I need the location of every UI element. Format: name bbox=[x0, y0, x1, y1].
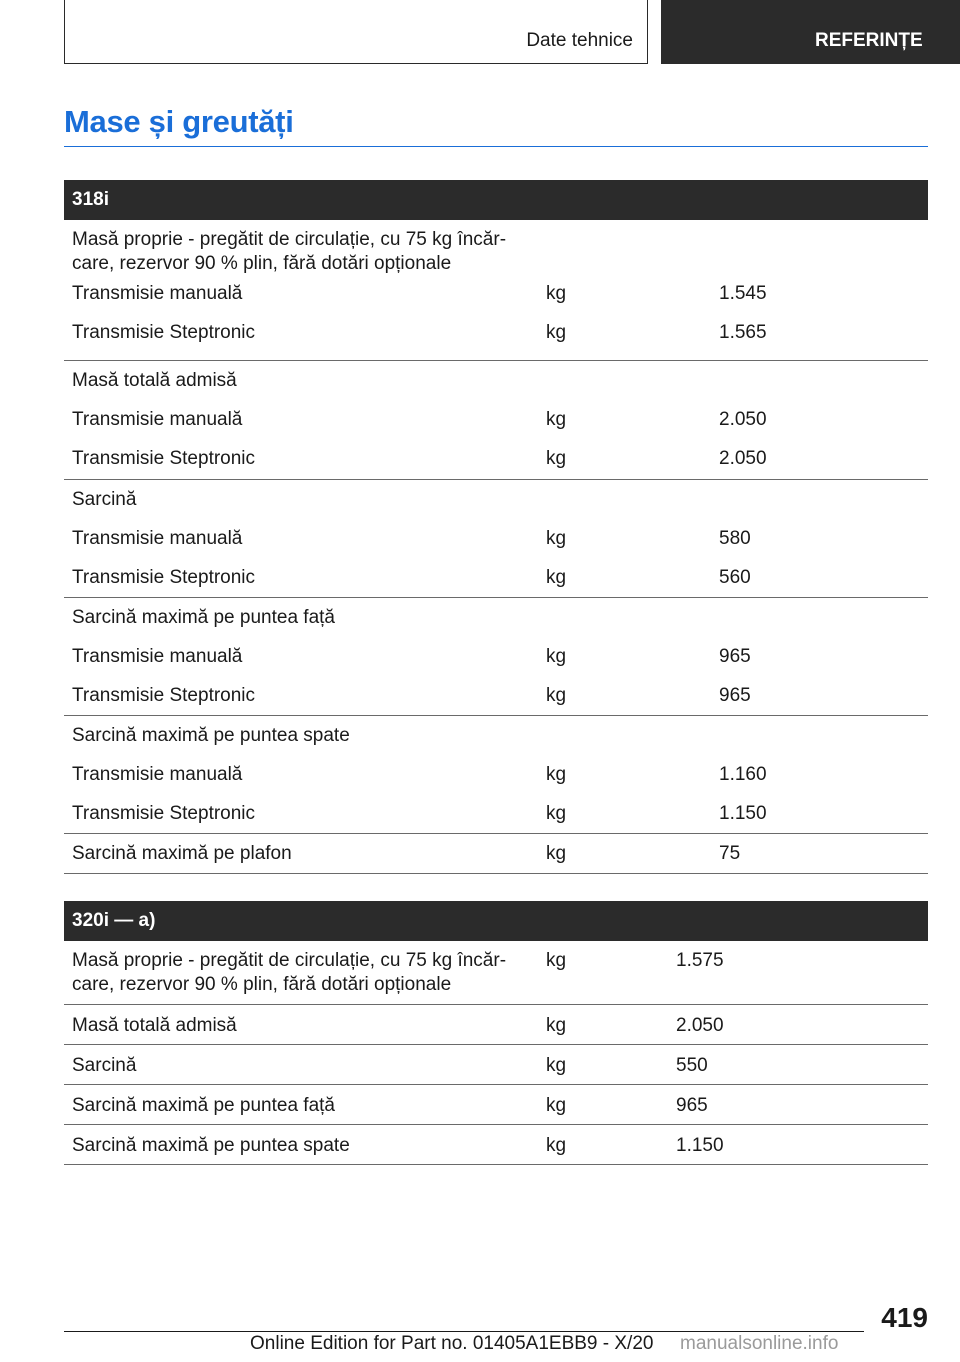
table-row bbox=[64, 834, 928, 874]
row-unit: kg bbox=[546, 843, 567, 864]
row-value: 1.150 bbox=[676, 1135, 724, 1156]
row-value: 1.575 bbox=[676, 950, 724, 971]
footer-edition: Online Edition for Part no. 01405A1EBB9 - X/20 bbox=[250, 1333, 654, 1354]
table-row bbox=[64, 1005, 928, 1045]
table-row bbox=[64, 400, 928, 439]
row-value: 1.160 bbox=[719, 764, 767, 785]
row-value: 560 bbox=[719, 567, 751, 588]
row-label: Masă totală admisă bbox=[72, 370, 237, 391]
row-label: Masă proprie - pregătit de circulație, cu 75 kg încăr- care, rezervor 90 % plin, fără dotări opționale bbox=[72, 229, 507, 274]
table-row bbox=[64, 941, 928, 1005]
table-row bbox=[64, 598, 928, 637]
title-divider bbox=[64, 146, 928, 147]
row-value: 2.050 bbox=[719, 409, 767, 430]
row-unit: kg bbox=[546, 950, 567, 971]
table-heading: 320i — a) bbox=[64, 901, 928, 941]
header-section-tab bbox=[64, 0, 648, 64]
row-unit: kg bbox=[546, 409, 567, 430]
row-label: Transmisie manuală bbox=[72, 283, 243, 304]
row-unit: kg bbox=[546, 567, 567, 588]
table-row bbox=[64, 755, 928, 794]
row-value: 1.150 bbox=[719, 803, 767, 824]
row-label: Sarcină bbox=[72, 489, 137, 510]
row-unit: kg bbox=[546, 1055, 567, 1076]
table-row bbox=[64, 220, 928, 282]
row-unit: kg bbox=[546, 803, 567, 824]
table-row bbox=[64, 558, 928, 598]
row-unit: kg bbox=[546, 1135, 567, 1156]
row-unit: kg bbox=[546, 322, 567, 343]
row-unit: kg bbox=[546, 448, 567, 469]
table-row bbox=[64, 1045, 928, 1085]
table-row bbox=[64, 519, 928, 558]
table-row bbox=[64, 1125, 928, 1165]
row-value: 1.565 bbox=[719, 322, 767, 343]
row-label: Transmisie Steptronic bbox=[72, 567, 256, 588]
table-row bbox=[64, 282, 928, 321]
row-label: Sarcină maximă pe plafon bbox=[72, 843, 292, 864]
footer-divider bbox=[64, 1331, 864, 1332]
row-value: 580 bbox=[719, 528, 751, 549]
row-value: 2.050 bbox=[719, 448, 767, 469]
row-unit: kg bbox=[546, 764, 567, 785]
row-unit: kg bbox=[546, 1015, 567, 1036]
row-label: Transmisie manuală bbox=[72, 764, 243, 785]
row-unit: kg bbox=[546, 1095, 567, 1116]
row-unit: kg bbox=[546, 646, 567, 667]
row-label: Transmisie manuală bbox=[72, 528, 243, 549]
row-label: Transmisie manuală bbox=[72, 409, 243, 430]
table-row bbox=[64, 1085, 928, 1125]
table-row bbox=[64, 480, 928, 519]
row-label: Transmisie Steptronic bbox=[72, 685, 256, 706]
row-label: Sarcină maximă pe puntea față bbox=[72, 1095, 335, 1116]
table-row bbox=[64, 321, 928, 361]
table-row bbox=[64, 439, 928, 480]
row-value: 2.050 bbox=[676, 1015, 724, 1036]
row-label: Masă totală admisă bbox=[72, 1015, 237, 1036]
table-row bbox=[64, 676, 928, 716]
table-row bbox=[64, 794, 928, 834]
row-unit: kg bbox=[546, 528, 567, 549]
row-label: Transmisie Steptronic bbox=[72, 803, 256, 824]
row-unit: kg bbox=[546, 283, 567, 304]
table-heading: 318i bbox=[64, 180, 928, 220]
row-label: Sarcină maximă pe puntea spate bbox=[72, 1135, 350, 1156]
row-label: Transmisie Steptronic bbox=[72, 448, 256, 469]
row-value: 965 bbox=[719, 646, 751, 667]
row-label: Sarcină maximă pe puntea față bbox=[72, 607, 335, 628]
row-value: 965 bbox=[676, 1095, 708, 1116]
table-row bbox=[64, 637, 928, 676]
row-label: Sarcină maximă pe puntea spate bbox=[72, 725, 350, 746]
header-chapter-label: REFERINȚE bbox=[815, 30, 923, 51]
row-label: Masă proprie - pregătit de circulație, cu 75 kg încăr- care, rezervor 90 % plin, fără dotări opționale bbox=[72, 950, 507, 995]
table-320i bbox=[64, 901, 928, 1165]
row-label: Sarcină bbox=[72, 1055, 137, 1076]
row-value: 965 bbox=[719, 685, 751, 706]
row-value: 550 bbox=[676, 1055, 708, 1076]
table-row bbox=[64, 361, 928, 400]
row-unit: kg bbox=[546, 685, 567, 706]
row-value: 1.545 bbox=[719, 283, 767, 304]
page-title: Mase și greutăți bbox=[64, 104, 294, 139]
header-section-label: Date tehnice bbox=[526, 30, 633, 51]
row-value: 75 bbox=[719, 843, 741, 864]
footer-watermark: manualsonline.info bbox=[680, 1333, 839, 1354]
table-318i bbox=[64, 180, 928, 874]
row-label: Transmisie Steptronic bbox=[72, 322, 256, 343]
table-row bbox=[64, 716, 928, 755]
row-label: Transmisie manuală bbox=[72, 646, 243, 667]
header-chapter-tab bbox=[661, 0, 960, 64]
page-number: 419 bbox=[881, 1302, 928, 1333]
